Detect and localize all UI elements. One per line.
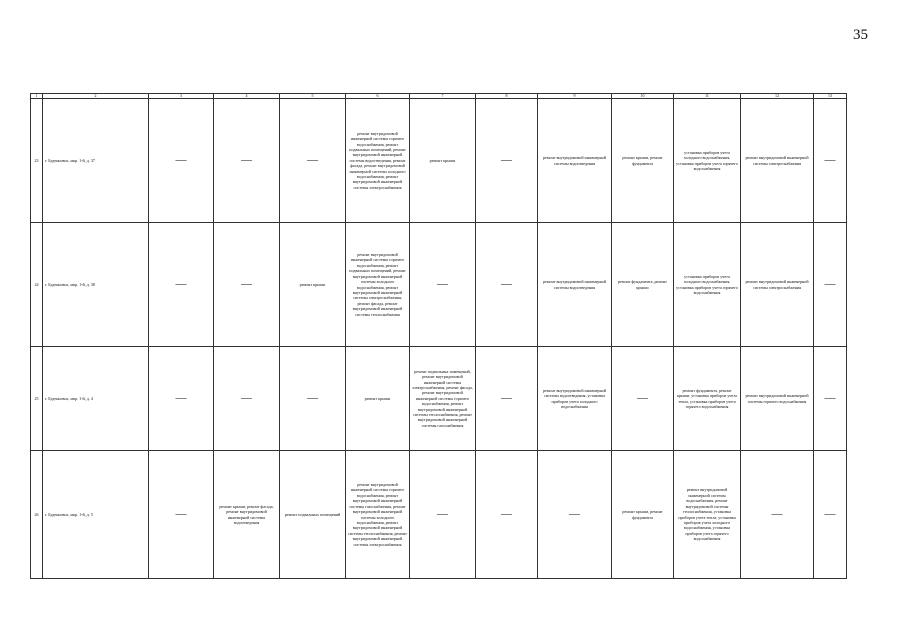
row-number: 24 — [31, 223, 43, 347]
work-cell: — — [476, 223, 538, 347]
row-number: 25 — [31, 347, 43, 451]
work-cell: — — [476, 451, 538, 579]
table-row — [31, 223, 847, 347]
column-number: 13 — [814, 94, 847, 99]
work-cell: — — [814, 99, 847, 223]
work-cell: — — [280, 99, 346, 223]
address-cell: г. Буденновск, мкр. 1-й, д. 5 — [43, 451, 149, 579]
work-cell: ремонт фундамента, ремонт крыши — [612, 223, 674, 347]
work-cell: ремонт внутридомовой инженерной системы водоотведения, установка приборов учета холодного водоснабжения — [538, 347, 612, 451]
row-number: 23 — [31, 99, 43, 223]
work-cell: ремонт внутридомовой инженерной системы горячего водоснабжения, ремонт подвальных помещений, ремонт внутридомовой инженерной системы холодного водоснабжения, ремонт внутридомовой инженерной системы электроснабжения, ремонт фасада, ремонт внутридомовой инженерной системы теплоснабжения — [346, 223, 410, 347]
column-number: 9 — [538, 94, 612, 99]
table-row — [31, 451, 847, 579]
work-cell: ремонт внутридомовой инженерной системы водоотведения — [538, 99, 612, 223]
work-cell: — — [538, 451, 612, 579]
work-cell: — — [280, 347, 346, 451]
work-cell: ремонт внутридомовой инженерной системы электроснабжения — [741, 223, 814, 347]
work-cell: — — [149, 99, 214, 223]
column-number: 10 — [612, 94, 674, 99]
table-row — [31, 99, 847, 223]
address-cell: г. Буденновск, мкр. 1-й, д. 38 — [43, 223, 149, 347]
column-number: 1 — [31, 94, 43, 99]
work-cell: ремонт внутридомовой инженерной системы электроснабжения — [741, 99, 814, 223]
table-row — [31, 347, 847, 451]
column-number: 11 — [674, 94, 741, 99]
page-number: 35 — [853, 27, 868, 43]
work-cell: ремонт внутридомовой инженерной системы водоснабжения, ремонт внутридомовой системы теплоснабжения, установка приборов учета тепла, установка приборов учета холодного водоснабжения, установка приборов учета горячего водоснабжения — [674, 451, 741, 579]
work-cell: — — [476, 347, 538, 451]
work-cell: — — [149, 347, 214, 451]
work-cell: ремонт крыши — [346, 347, 410, 451]
work-cell: ремонт крыши, ремонт фундамента — [612, 99, 674, 223]
work-cell: — — [410, 223, 476, 347]
work-cell: ремонт фундамента, ремонт крыши, установка приборов учета тепла, установка приборов учета горячего водоснабжения — [674, 347, 741, 451]
address-cell: г. Буденновск, мкр. 1-й, д. 4 — [43, 347, 149, 451]
column-number: 7 — [410, 94, 476, 99]
work-cell: ремонт крыши, ремонт фундамента — [612, 451, 674, 579]
work-cell: ремонт внутридомовой инженерной системы горячего водоснабжения, ремонт подвальных помещений, ремонт внутридомовой инженерной системы водоотведения, ремонт фасада, ремонт внутридомовой инженерной системы холодного водоснабжения, ремонт внутридомовой инженерной системы электроснабжения — [346, 99, 410, 223]
work-cell: — — [149, 223, 214, 347]
work-cell: ремонт крыши, ремонт фасада, ремонт внутридомовой инженерной системы водоотведения — [214, 451, 280, 579]
column-number: 6 — [346, 94, 410, 99]
work-cell: — — [814, 347, 847, 451]
row-number: 26 — [31, 451, 43, 579]
column-number: 8 — [476, 94, 538, 99]
work-cell: ремонт внутридомовой инженерной системы водоотведения — [538, 223, 612, 347]
work-cell: — — [214, 223, 280, 347]
work-cell: ремонт подвальных помещений — [280, 451, 346, 579]
column-number: 12 — [741, 94, 814, 99]
work-cell: — — [149, 451, 214, 579]
column-number: 3 — [149, 94, 214, 99]
work-cell: установка приборов учета холодного водоснабжения, установка приборов учета горячего водоснабжения — [674, 99, 741, 223]
work-cell: — — [410, 451, 476, 579]
work-cell: — — [741, 451, 814, 579]
work-cell: — — [476, 99, 538, 223]
work-cell: — — [214, 99, 280, 223]
work-cell: установка приборов учета холодного водоснабжения, установка приборов учета горячего водоснабжения — [674, 223, 741, 347]
work-cell: — — [814, 223, 847, 347]
work-cell: — — [612, 347, 674, 451]
work-cell: ремонт внутридомовой инженерной системы горячего водоснабжения, ремонт внутридомовой инженерной системы газоснабжения, ремонт внутридомовой инженерной системы холодного водоснабжения, ремонт внутридомовой инженерной системы теплоснабжения, ремонт внутридомовой инженерной системы электроснабжения — [346, 451, 410, 579]
work-cell: ремонт крыши — [410, 99, 476, 223]
column-number: 2 — [43, 94, 149, 99]
work-cell: — — [814, 451, 847, 579]
column-number: 5 — [280, 94, 346, 99]
work-cell: — — [214, 347, 280, 451]
work-cell: ремонт крыши — [280, 223, 346, 347]
work-cell: ремонт внутридомовой инженерной системы горячего водоснабжения — [741, 347, 814, 451]
address-cell: г. Буденновск, мкр. 1-й, д. 37 — [43, 99, 149, 223]
column-number: 4 — [214, 94, 280, 99]
work-cell: ремонт подвальных помещений, ремонт внутридомовой инженерной системы электроснабжения, ремонт фасада, ремонт внутридомовой инженерной системы горячего водоснабжения, ремонт внутридомовой инженерной системы теплоснабжения, ремонт внутридомовой инженерной системы газоснабжения — [410, 347, 476, 451]
capital-repair-table — [30, 93, 847, 579]
